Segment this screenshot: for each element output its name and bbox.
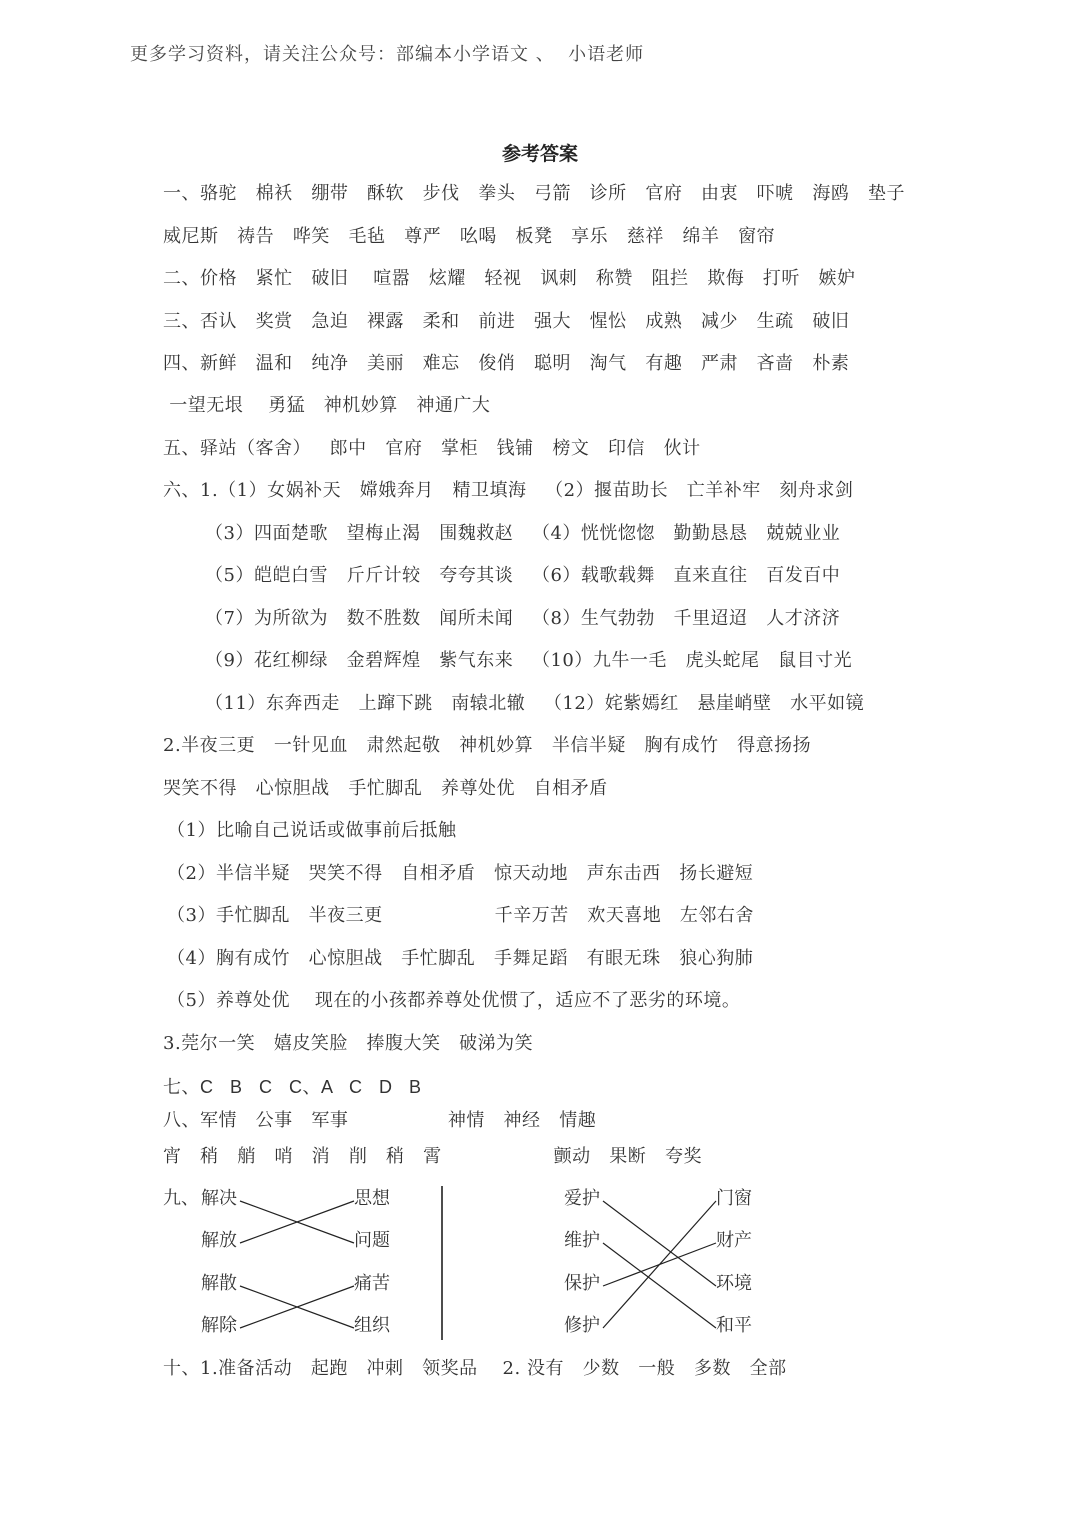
- match-line: [240, 1286, 354, 1328]
- match-left-word: 维护: [564, 1230, 600, 1251]
- match-right-word: 问题: [354, 1230, 390, 1251]
- answer-line-16: （1）比喻自己说话或做事前后抵触: [167, 820, 457, 841]
- answer-line-21: 3.莞尔一笑 嬉皮笑脸 捧腹大笑 破涕为笑: [163, 1033, 534, 1054]
- answer-line-11: （7）为所欲为 数不胜数 闻所未闻 （8）生气勃勃 千里迢迢 人才济济: [205, 608, 841, 629]
- match-right-word: 痛苦: [354, 1273, 390, 1294]
- answer-line-25: 十、1.准备活动 起跑 冲刺 领奖品 2. 没有 少数 一般 多数 全部: [163, 1358, 787, 1379]
- answer-line-24: 宵 稍 艄 哨 消 削 稍 霄 颤动 果断 夸奖: [163, 1146, 702, 1167]
- answer-line-15: 哭笑不得 心惊胆战 手忙脚乱 养尊处优 自相矛盾: [163, 778, 608, 799]
- answer-line-17: （2）半信半疑 哭笑不得 自相矛盾 惊天动地 声东击西 扬长避短: [167, 863, 754, 884]
- answer-line-9: （3）四面楚歌 望梅止渴 围魏救赵 （4）恍恍惚惚 勤勤恳恳 兢兢业业: [205, 523, 841, 544]
- match-left-word: 爱护: [564, 1188, 600, 1209]
- answer-line-13: （11）东奔西走 上蹿下跳 南辕北辙 （12）姹紫嫣红 悬崖峭壁 水平如镜: [205, 693, 865, 714]
- answer-line-5: 四、新鲜 温和 纯净 美丽 难忘 俊俏 聪明 淘气 有趣 严肃 吝啬 朴素: [163, 353, 850, 374]
- match-right-word: 思想: [354, 1188, 390, 1209]
- match-line: [603, 1243, 716, 1328]
- page-title: 参考答案: [501, 143, 578, 165]
- match-left-word: 解决: [201, 1188, 237, 1209]
- answer-line-22: 七、C B C C、A C D B: [163, 1077, 422, 1097]
- match-line: [240, 1201, 354, 1243]
- match-right-word: 组织: [354, 1315, 390, 1336]
- answer-line-18: （3）手忙脚乱 半夜三更 千辛万苦 欢天喜地 左邻右舍: [167, 905, 754, 926]
- answer-line-12: （9）花红柳绿 金碧辉煌 紫气东来 （10）九牛一毛 虎头蛇尾 鼠目寸光: [205, 650, 853, 671]
- match-line: [240, 1201, 354, 1243]
- match-right-word: 门窗: [716, 1188, 752, 1209]
- match-line: [603, 1201, 716, 1328]
- match-left-word: 修护: [564, 1315, 600, 1336]
- header-note: 更多学习资料，请关注公众号：部编本小学语文 、 小语老师: [130, 44, 645, 65]
- match-right-word: 财产: [716, 1230, 752, 1251]
- answer-line-6: 一望无垠 勇猛 神机妙算 神通广大: [163, 395, 491, 416]
- answer-line-23: 八、军情 公事 军事 神情 神经 情趣: [163, 1110, 597, 1131]
- answer-line-8: 六、1.（1）女娲补天 嫦娥奔月 精卫填海 （2）揠苗助长 亡羊补牢 刻舟求剑: [163, 480, 854, 501]
- answer-line-14: 2.半夜三更 一针见血 肃然起敬 神机妙算 半信半疑 胸有成竹 得意扬扬: [163, 735, 812, 756]
- answer-line-1: 一、骆驼 棉袄 绷带 酥软 步伐 拳头 弓箭 诊所 官府 由衷 吓唬 海鸥 垫子: [163, 183, 905, 204]
- match-line: [603, 1243, 716, 1286]
- match-left-word: 解除: [201, 1315, 237, 1336]
- answer-line-7: 五、驿站（客舍） 郎中 官府 掌柜 钱铺 榜文 印信 伙计: [163, 438, 701, 459]
- answer-line-2: 威尼斯 祷告 哗笑 毛毡 尊严 吆喝 板凳 享乐 慈祥 绵羊 窗帘: [163, 226, 776, 247]
- answer-line-19: （4）胸有成竹 心惊胆战 手忙脚乱 手舞足蹈 有眼无珠 狼心狗肺: [167, 948, 754, 969]
- match-left-word: 保护: [564, 1273, 600, 1294]
- match-right-word: 环境: [716, 1273, 752, 1294]
- matching-prefix: 九、: [163, 1188, 199, 1209]
- match-left-word: 解散: [201, 1273, 237, 1294]
- answer-line-10: （5）皑皑白雪 斤斤计较 夸夸其谈 （6）载歌载舞 直来直往 百发百中: [205, 565, 841, 586]
- match-line: [603, 1201, 716, 1286]
- answer-line-4: 三、否认 奖赏 急迫 裸露 柔和 前进 强大 惺忪 成熟 减少 生疏 破旧: [163, 311, 850, 332]
- answer-line-20: （5）养尊处优 现在的小孩都养尊处优惯了，适应不了恶劣的环境。: [167, 990, 741, 1011]
- match-line: [240, 1286, 354, 1328]
- match-right-word: 和平: [716, 1315, 752, 1336]
- answer-line-3: 二、价格 紧忙 破旧 喧嚣 炫耀 轻视 讽刺 称赞 阻拦 欺侮 打听 嫉妒: [163, 268, 856, 289]
- match-left-word: 解放: [201, 1230, 237, 1251]
